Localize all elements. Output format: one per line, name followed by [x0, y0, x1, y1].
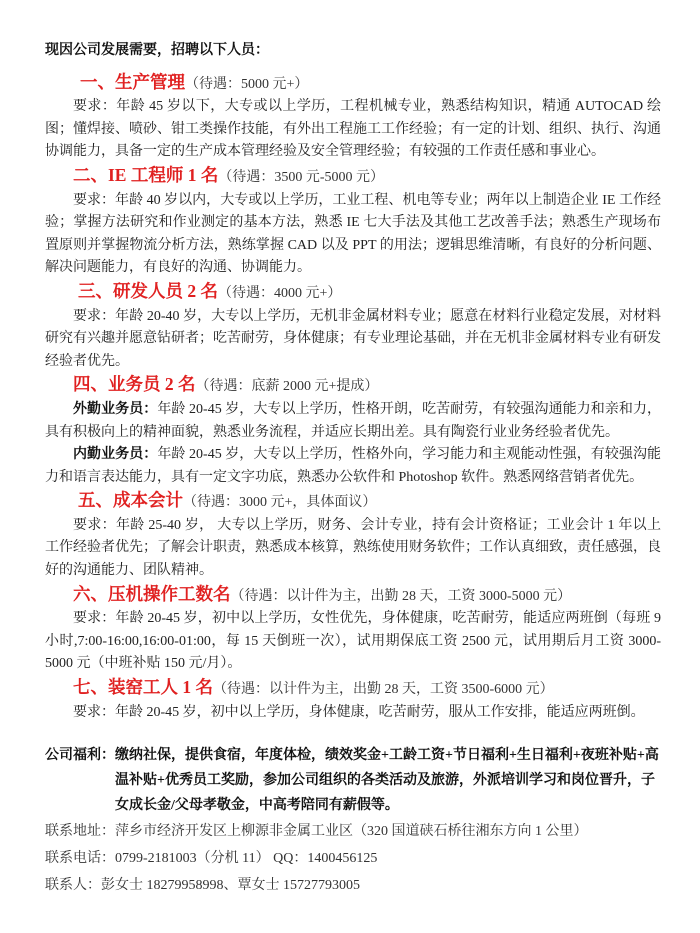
job-requirements: [45, 702, 661, 725]
job-title: 五、成本会计: [78, 490, 183, 511]
requirement-text: 年龄 20-45 岁，大专以上学历，性格外向，学习能力和主观能动性强，有较强沟能力和语言表达能力，具有一定文字功底，熟悉办公软件和 Photoshop 软件。熟悉网络营销者优先。: [45, 447, 661, 485]
job-section: [45, 164, 661, 280]
job-pay: （待遇：5000 元+）: [185, 76, 309, 92]
job-title: 一、生产管理: [80, 71, 185, 92]
job-pay: （待遇：以计件为主，出勤 28 天，工资 3500-6000 元）: [213, 682, 554, 698]
contact-phone: 联系电话：0799-2181003（分机 11） QQ：1400456125: [45, 851, 378, 867]
job-title: 六、压机操作工数名: [73, 583, 231, 604]
job-section: [45, 280, 661, 373]
job-pay: （待遇：以计件为主，出勤 28 天，工资 3000-5000 元）: [230, 588, 572, 604]
job-section: [45, 373, 661, 489]
job-requirements: [45, 444, 661, 489]
benefits-label: 公司福利：: [45, 748, 115, 764]
job-requirements: [45, 306, 661, 374]
job-heading: [45, 164, 661, 190]
job-heading: [45, 583, 661, 609]
job-pay: （待遇：4000 元+）: [218, 285, 342, 301]
contact-person: 联系人：彭女士 18279958998、覃女士 15727793005: [45, 878, 360, 894]
job-heading: [45, 373, 661, 399]
job-section: [45, 583, 661, 676]
job-list: [45, 71, 661, 725]
requirement-label: 内勤业务员：: [73, 447, 158, 463]
intro-heading: 现因公司发展需要，招聘以下人员：: [45, 43, 269, 58]
requirement-text: 要求：年龄 45 岁以下，大专或以上学历，工程机械专业，熟悉结构知识，精通 AUTOCAD 绘图；懂焊接、喷砂、钳工类操作技能，有外出工程施工工作经验；有一定的计划、组织、执行、沟通协调能力，具备一定的生产成本管理经验及安全管理经验；有较强的工作责任感和事业心。: [45, 99, 661, 160]
job-requirements: [45, 399, 661, 444]
requirement-text: 要求：年龄 25-40 岁， 大专以上学历，财务、会计专业，持有会计资格证；工业会计 1 年以上工作经验者优先；了解会计职责，熟悉成本核算，熟练使用财务软件；工作认真细致，责任感强，良好的沟通能力、团队精神。: [45, 517, 661, 579]
job-pay: （待遇：3500 元-5000 元）: [218, 169, 385, 185]
requirement-label: 外勤业务员：: [73, 401, 158, 417]
benefits-section: [45, 743, 661, 818]
job-section: [45, 489, 661, 582]
job-title: 七、装窑工人 1 名: [73, 677, 213, 698]
requirement-text: 要求：年龄 20-40 岁，大专以上学历，无机非金属材料专业；愿意在材料行业稳定发展，对材料研究有兴趣并愿意钻研者；吃苦耐劳，身体健康；有专业理论基础，并在无机非金属材料专业有研发经验者优先。: [45, 308, 661, 369]
job-requirements: [45, 190, 661, 280]
job-pay: （待遇：3000 元+，具体面议）: [183, 495, 377, 511]
job-title: 三、研发人员 2 名: [78, 280, 218, 301]
job-requirements: [45, 515, 661, 583]
job-requirements: [45, 608, 661, 676]
job-requirements: [45, 96, 661, 164]
requirement-text: 要求：年龄 20-45 岁，初中以上学历，女性优先，身体健康，吃苦耐劳，能适应两班倒（每班 9 小时,7:00-16:00,16:00-01:00，每 15 天倒班一次），试用期保底工资 2500 元，试用期后月工资 3000-5000 元（中班补贴 150 元/月）。: [45, 611, 661, 672]
job-section: [45, 71, 661, 164]
job-section: [45, 676, 661, 724]
job-heading: [45, 280, 661, 306]
recruitment-document: [45, 40, 661, 899]
job-pay: （待遇：底薪 2000 元+提成）: [195, 379, 379, 395]
job-heading: [45, 71, 661, 97]
requirement-text: 要求：年龄 20-45 岁，初中以上学历，身体健康，吃苦耐劳，服从工作安排，能适应两班倒。: [73, 704, 645, 720]
contact-address: 联系地址：萍乡市经济开发区上柳源非金属工业区（320 国道硖石桥往湘东方向 1 公里）: [45, 824, 588, 840]
job-title: 四、业务员 2 名: [73, 374, 196, 395]
requirement-text: 年龄 20-45 岁，大专以上学历，性格开朗，吃苦耐劳，有较强沟通能力和亲和力，具有积极向上的精神面貌，熟悉业务流程，并适应长期出差。具有陶瓷行业业务经验者优先。: [45, 401, 661, 440]
benefits-text: 缴纳社保，提供食宿，年度体检，绩效奖金+工龄工资+节日福利+生日福利+夜班补贴+高温补贴+优秀员工奖励，参加公司组织的各类活动及旅游，外派培训学习和岗位晋升，子女成长金/父母孝敬金，中高考陪同有薪假等。: [115, 748, 659, 814]
job-heading: [45, 489, 661, 515]
job-title: 二、IE 工程师 1 名: [73, 164, 219, 185]
requirement-text: 要求：年龄 40 岁以内，大专或以上学历，工业工程、机电等专业；两年以上制造企业 IE 工作经验；掌握方法研究和作业测定的基本方法，熟悉 IE 七大手法及其他工艺改善手法；熟悉生产现场布置原则并掌握物流分析方法，熟练掌握 CAD 以及 PPT 的用法；逻辑思维清晰，有良好的分析问题、解决问题能力，有良好的沟通、协调能力。: [45, 192, 661, 276]
job-heading: [45, 676, 661, 702]
